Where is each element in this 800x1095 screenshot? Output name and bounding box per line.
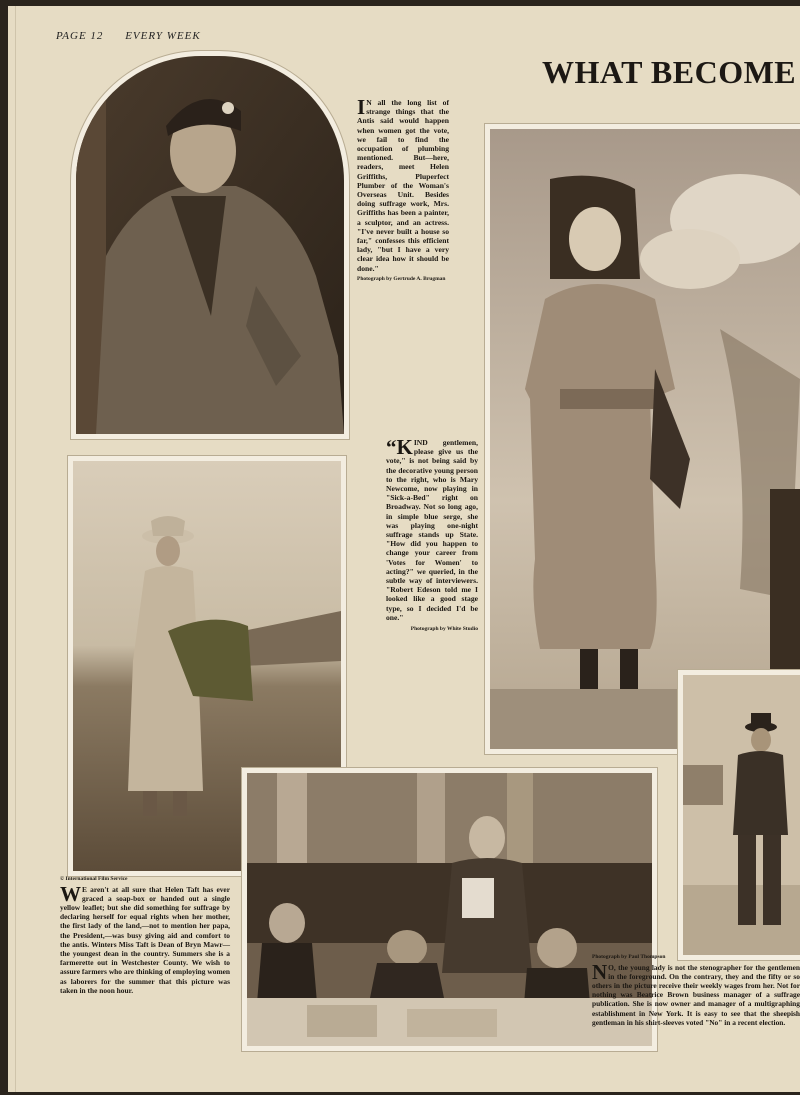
photo-gentleman-in-hat — [678, 670, 800, 960]
magazine-name: EVERY WEEK — [125, 30, 201, 42]
magazine-page — [8, 6, 800, 1092]
taft-caption — [60, 876, 230, 995]
dropcap-n: N — [592, 959, 608, 984]
binding-gutter — [15, 6, 16, 1092]
page-title: WHAT BECOME — [542, 54, 797, 90]
griffiths-credit: Photograph by Gertrude A. Brugman — [357, 275, 446, 282]
page-number: PAGE 12 — [56, 30, 104, 42]
photo-helen-griffiths — [71, 51, 349, 439]
brown-text: O, the young lady is not the stenographer for the gentlemen in the foreground. On the contrary, they and the fifty or so others in the picture receive their weekly wages from her. Not for nothing was Beatrice Brown business manager of a suffrage publication. She is now owner and manager of a multigraphing establishment in New York. It is easy to see that the sheepish gentleman in his shirt-sleeves voted "No" in a recent election. — [592, 962, 800, 1027]
griffiths-caption — [357, 95, 449, 282]
dropcap-w: W — [60, 881, 81, 906]
page-header — [56, 30, 219, 42]
dropcap-i: I — [357, 95, 366, 119]
brown-credit: Photograph by Paul Thompson — [592, 954, 666, 960]
dropcap-k: “K — [386, 435, 413, 459]
griffiths-text: N all the long list of strange things that the Antis said would happen when women got the vote, we fail to find the occupation of plumbing mentioned. But—here, readers, meet Helen Griffiths, Pluperfect Plumber of the Woman's Overseas Unit. Besides doing suffrage work, Mrs. Griffiths has been a painter, a sculptor, and an actress. "I've never built a house so far," confesses this efficient lady, "but I have a very clear idea how it should be done." — [357, 98, 449, 273]
brown-caption — [592, 954, 800, 1027]
newcome-text: IND gentlemen, please give us the vote," is not being said by the decorative young person to the right, who is Mary Newcome, now playing in "Sick-a-Bed" right on Broadway. Not so long ago, in simple blue serge, she was playing one-night suffrage stands up State. "How did you happen to change your career from 'Votes for Women' to acting?" we queried, in the subtle way of interviewers. "Robert Edeson told me I looked like a good stage type, so I decided I'd be one." — [386, 438, 478, 622]
newcome-caption — [386, 435, 478, 633]
newcome-credit: Photograph by White Studio — [410, 626, 478, 633]
photo-mary-newcome — [485, 124, 800, 754]
taft-text: E aren't at all sure that Helen Taft has ever graced a soap-box or handed out a single yellow leaflet; but she did something for suffrage by declaring herself for equal rights when her mother, the first lady of the land,—not to mention her papa, the President,—was busy giving aid and comfort to the antis. Winters Miss Taft is Dean of Bryn Mawr—the youngest dean in the country. Summers she is a farmerette out in Westchester County. We wish to assure farmers who are thinking of employing women as laborers for the summer that this picture was taken in the noon hour. — [60, 884, 230, 995]
taft-credit: © International Film Service — [60, 876, 128, 882]
